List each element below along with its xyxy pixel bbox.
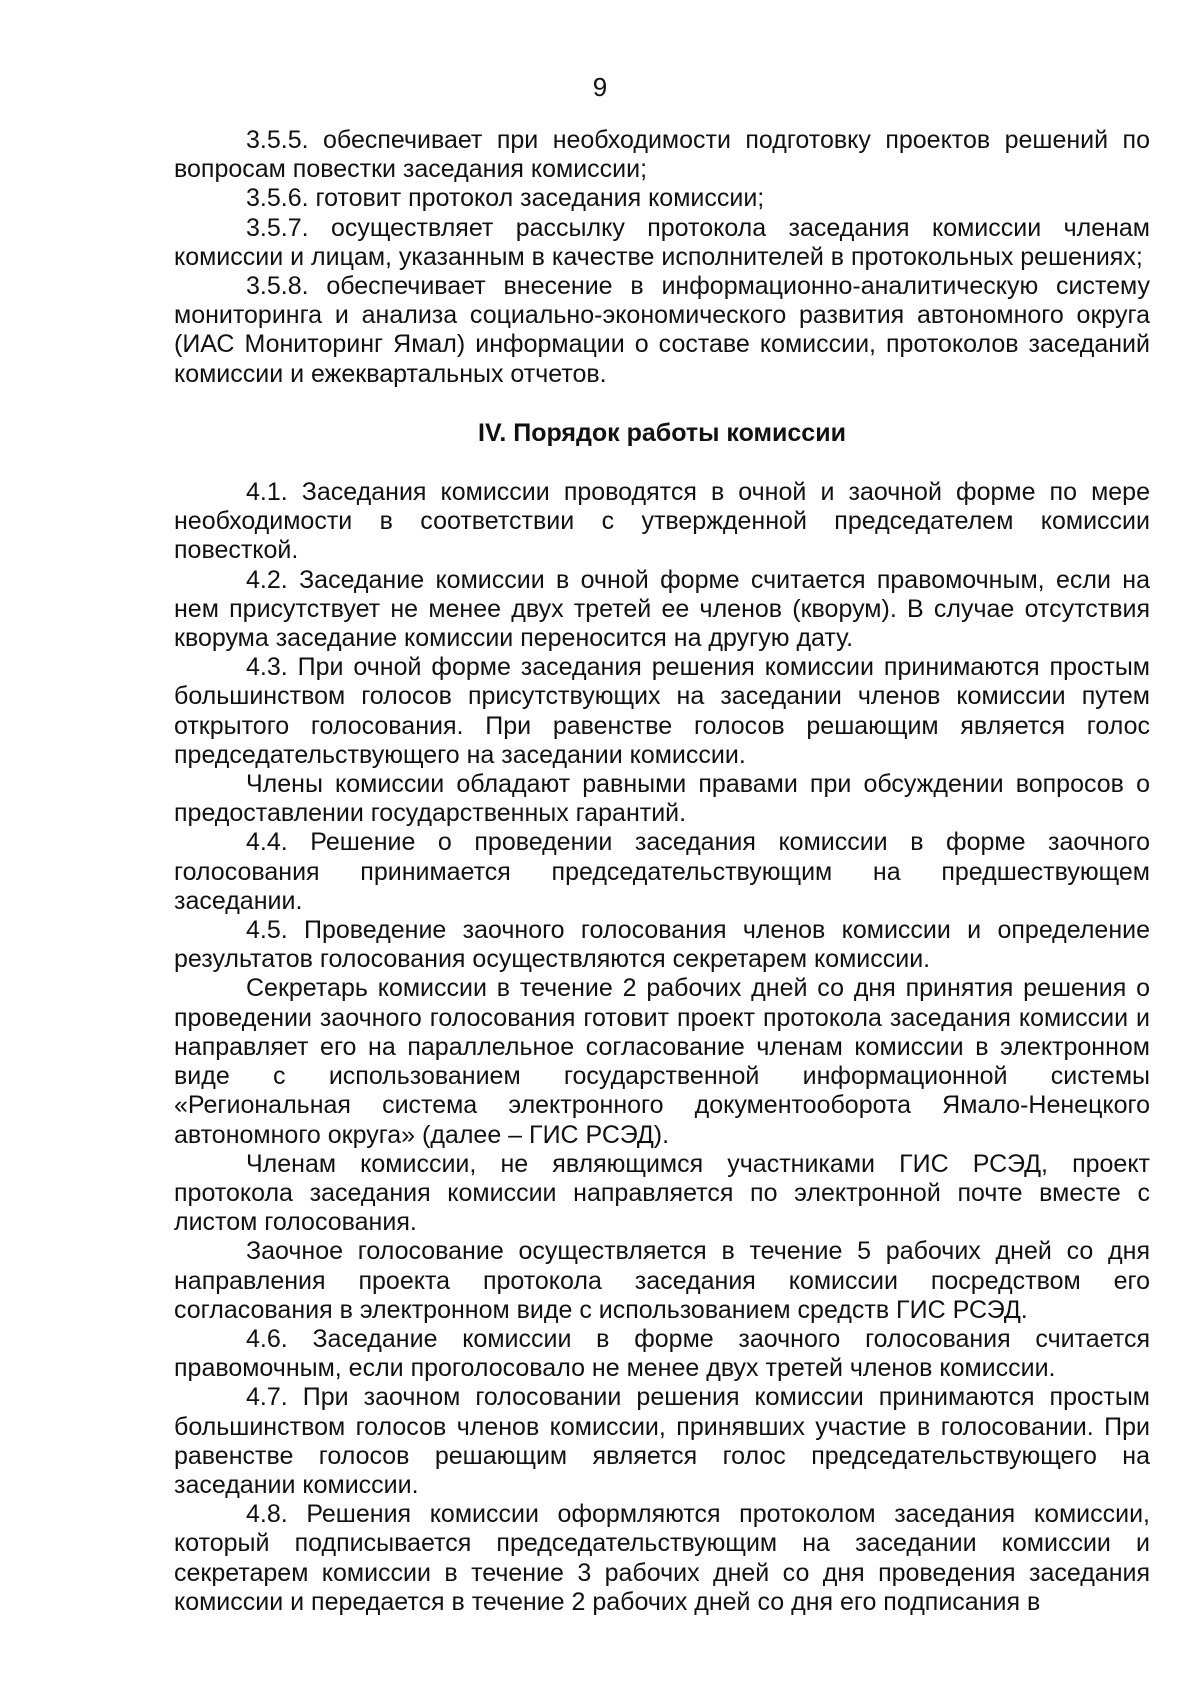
paragraph-4-7: 4.7. При заочном голосовании решения комиссии принимаются простым большинством голосов членов комиссии, принявших участие в голосовании. При равенстве голосов решающим является голос председательствующего на заседании комиссии. [174,1383,1150,1499]
paragraph-4-3: 4.3. При очной форме заседания решения комиссии принимаются простым большинством голосов присутствующих на заседании членов комиссии путем открытого голосования. При равенстве голосов решающим является голос председательствующего на заседании комиссии. [174,653,1150,769]
paragraph-4-5-voting-period: Заочное голосование осуществляется в течение 5 рабочих дней со дня направления проекта протокола заседания комиссии посредством его согласования в электронном виде с использованием средств ГИС РСЭД. [174,1237,1150,1324]
paragraph-4-5-email: Членам комиссии, не являющимся участниками ГИС РСЭД, проект протокола заседания комиссии направляется по электронной почте вместе с листом голосования. [174,1149,1150,1237]
paragraph-3-5-5: 3.5.5. обеспечивает при необходимости подготовку проектов решений по вопросам повестки заседания комиссии; [174,126,1150,184]
paragraph-4-8: 4.8. Решения комиссии оформляются протоколом заседания комиссии, который подписывается председательствующим на заседании комиссии и секретарем комиссии в течение 3 рабочих дней со дня проведения заседания комиссии и передается в течение 2 рабочих дней со дня его подписания в [174,1500,1150,1616]
paragraph-3-5-6: 3.5.6. готовит протокол заседания комиссии; [246,184,765,213]
paragraph-4-5-secretary: Секретарь комиссии в течение 2 рабочих дней со дня принятия решения о проведении заочного голосования готовит проект протокола заседания комиссии и направляет его на параллельное согласование членам комиссии в электронном виде с использованием государственной информационной системы «Региональная система электронного документооборота Ямало-Ненецкого автономного округа» (далее – ГИС РСЭД). [174,974,1150,1149]
paragraph-4-4: 4.4. Решение о проведении заседания комиссии в форме заочного голосования принимается председательствующим на предшествующем заседании. [174,828,1150,915]
paragraph-4-5: 4.5. Проведение заочного голосования членов комиссии и определение результатов голосования осуществляются секретарем комиссии. [174,916,1150,974]
paragraph-4-1: 4.1. Заседания комиссии проводятся в очной и заочной форме по мере необходимости в соответствии с утвержденной председателем комиссии повесткой. [174,478,1150,565]
paragraph-4-3-members: Члены комиссии обладают равными правами при обсуждении вопросов о предоставлении государственных гарантий. [174,770,1150,828]
page-number: 9 [592,72,608,102]
paragraph-3-5-8: 3.5.8. обеспечивает внесение в информационно-аналитическую систему мониторинга и анализа социально-экономического развития автономного округа (ИАС Мониторинг Ямал) информации о составе комиссии, протоколов заседаний комиссии и ежеквартальных отчетов. [174,272,1150,388]
section-heading: IV. Порядок работы комиссии [478,418,846,447]
paragraph-4-6: 4.6. Заседание комиссии в форме заочного голосования считается правомочным, если проголосовало не менее двух третей членов комиссии. [174,1324,1150,1383]
paragraph-3-5-7: 3.5.7. осуществляет рассылку протокола заседания комиссии членам комиссии и лицам, указанным в качестве исполнителей в протокольных решениях; [174,213,1150,271]
document-body [174,126,1150,1617]
paragraph-4-2: 4.2. Заседание комиссии в очной форме считается правомочным, если на нем присутствует не менее двух третей ее членов (кворум). В случае отсутствия кворума заседание комиссии переносится на другую дату. [174,565,1150,653]
